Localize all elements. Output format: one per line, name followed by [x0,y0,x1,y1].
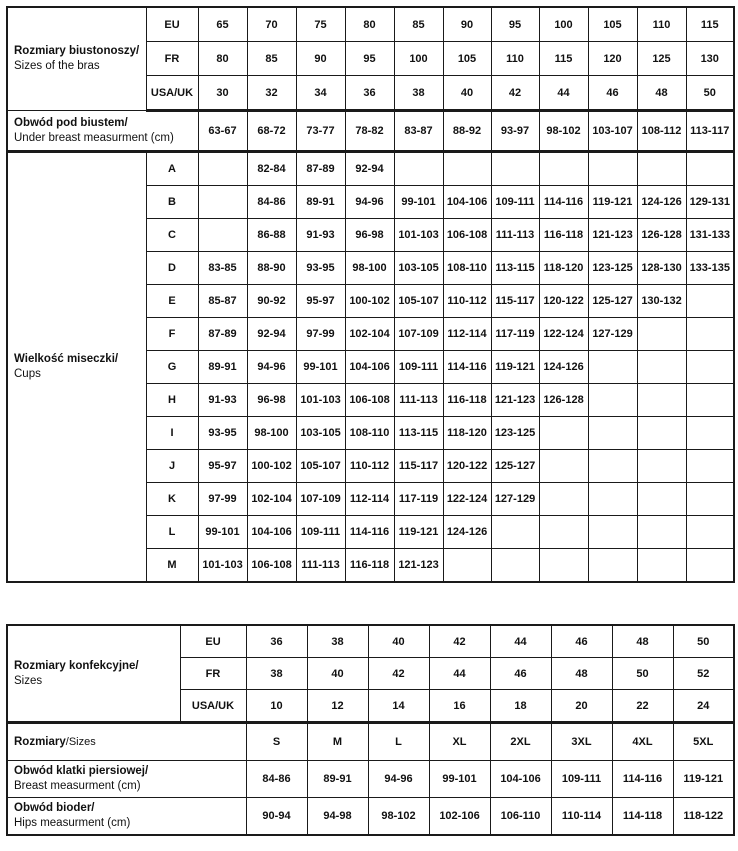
clothes-sizes-label [7,625,180,723]
clothes-sizes-label-pl: Rozmiary konfekcyjne/ [14,659,139,672]
cup-measure-cell: 99-101 [198,516,247,549]
breast-measure-cell: 84-86 [246,761,307,798]
breast-measure-cell: 109-111 [551,761,612,798]
cup-measure-cell: 106-108 [345,384,394,417]
bra-size-cell: 110 [637,7,686,42]
cup-measure-cell [588,450,637,483]
cup-measure-cell: 123-125 [491,417,539,450]
cup-measure-cell: 131-133 [686,219,734,252]
cup-measure-cell: 83-85 [198,252,247,285]
cup-measure-cell: 130-132 [637,285,686,318]
under-breast-cell: 83-87 [394,111,443,152]
cup-measure-cell [686,417,734,450]
cup-measure-cell: 112-114 [443,318,491,351]
cup-measure-cell: 116-118 [443,384,491,417]
cup-measure-cell: 108-110 [443,252,491,285]
letter-size-cell: 2XL [490,723,551,761]
cup-measure-cell: 93-95 [198,417,247,450]
size-system-code: EU [180,625,246,658]
cup-measure-cell: 119-121 [394,516,443,549]
bra-size-cell: 42 [491,76,539,111]
bra-size-cell: 70 [247,7,296,42]
cup-measure-cell: 120-122 [539,285,588,318]
cup-measure-cell: 95-97 [198,450,247,483]
cup-measure-cell [539,152,588,186]
cup-measure-cell: 110-112 [443,285,491,318]
hips-measure-cell: 102-106 [429,798,490,836]
cup-measure-cell: 102-104 [345,318,394,351]
size-system-code: FR [146,42,198,76]
cup-measure-cell [539,483,588,516]
hips-measure-cell: 98-102 [368,798,429,836]
cup-measure-cell: 101-103 [394,219,443,252]
cup-measure-cell: 116-118 [345,549,394,583]
letter-sizes-label [7,723,246,761]
clothes-size-cell: 38 [246,658,307,690]
under-breast-cell: 113-117 [686,111,734,152]
cup-measure-cell [637,417,686,450]
bra-size-cell: 46 [588,76,637,111]
bra-size-cell: 80 [198,42,247,76]
clothes-size-cell: 24 [673,690,734,723]
cup-measure-cell: 111-113 [296,549,345,583]
cup-measure-cell: 126-128 [539,384,588,417]
cup-measure-cell: 97-99 [198,483,247,516]
hips-measure-label [7,798,246,836]
cup-measure-cell: 112-114 [345,483,394,516]
bra-size-cell: 105 [443,42,491,76]
cup-measure-cell: 104-106 [345,351,394,384]
cup-measure-cell [588,483,637,516]
clothes-size-cell: 18 [490,690,551,723]
clothes-size-cell: 52 [673,658,734,690]
cup-letter: J [146,450,198,483]
clothes-system-row [7,625,734,658]
cup-measure-cell: 121-123 [588,219,637,252]
cup-measure-cell [588,549,637,583]
letter-size-cell: 5XL [673,723,734,761]
cup-measure-cell: 88-90 [247,252,296,285]
cup-measure-cell: 87-89 [296,152,345,186]
bra-system-row [7,7,734,42]
cup-measure-cell [686,450,734,483]
bra-size-cell: 50 [686,76,734,111]
bra-size-cell: 125 [637,42,686,76]
bra-size-cell: 100 [394,42,443,76]
bra-size-cell: 105 [588,7,637,42]
cup-measure-cell: 121-123 [394,549,443,583]
cup-measure-cell: 119-121 [491,351,539,384]
clothes-size-cell: 42 [429,625,490,658]
cup-measure-cell [491,152,539,186]
size-system-code: USA/UK [146,76,198,111]
bra-size-cell: 85 [394,7,443,42]
cup-measure-cell: 118-120 [539,252,588,285]
cup-measure-cell: 125-127 [588,285,637,318]
cup-measure-cell [588,384,637,417]
size-system-code: EU [146,7,198,42]
cup-measure-cell [686,318,734,351]
bra-size-cell: 95 [491,7,539,42]
under-breast-cell: 73-77 [296,111,345,152]
cup-measure-cell: 119-121 [588,186,637,219]
clothes-size-cell: 40 [307,658,368,690]
cup-measure-cell: 82-84 [247,152,296,186]
bra-size-cell: 48 [637,76,686,111]
cup-measure-cell [588,516,637,549]
cup-letter: C [146,219,198,252]
cup-measure-cell [198,219,247,252]
cup-measure-cell: 98-100 [247,417,296,450]
hips-measure-label-en: Hips measurment (cm) [14,817,131,829]
cup-measure-cell [686,351,734,384]
cup-measure-cell: 91-93 [198,384,247,417]
under-breast-cell: 68-72 [247,111,296,152]
cup-measure-cell: 101-103 [296,384,345,417]
bra-size-cell: 65 [198,7,247,42]
cup-measure-cell [443,152,491,186]
bra-size-cell: 95 [345,42,394,76]
clothes-sizes-label-en: Sizes [14,674,43,687]
bra-size-cell: 110 [491,42,539,76]
cup-measure-cell: 111-113 [491,219,539,252]
cups-label-pl: Wielkość miseczki/ [14,353,119,365]
cups-label-en: Cups [14,368,41,380]
breast-measure-cell: 94-96 [368,761,429,798]
clothes-size-cell: 44 [490,625,551,658]
clothes-size-cell: 10 [246,690,307,723]
cup-measure-cell: 103-105 [296,417,345,450]
cup-measure-cell: 118-120 [443,417,491,450]
clothes-size-cell: 14 [368,690,429,723]
cup-measure-cell [637,549,686,583]
cup-letter: L [146,516,198,549]
under-breast-label [7,111,198,152]
size-system-code: USA/UK [180,690,246,723]
cup-measure-cell [588,417,637,450]
letter-sizes-label-en: /Sizes [65,735,96,748]
cup-measure-cell: 98-100 [345,252,394,285]
cup-measure-cell [637,450,686,483]
clothes-size-cell: 12 [307,690,368,723]
cup-measure-cell: 114-116 [443,351,491,384]
breast-measure-label [7,761,246,798]
cup-measure-cell [539,516,588,549]
cup-measure-cell: 127-129 [491,483,539,516]
breast-measure-cell: 104-106 [490,761,551,798]
cup-measure-cell: 111-113 [394,384,443,417]
hips-measure-cell: 110-114 [551,798,612,836]
letter-sizes-label-pl: Rozmiary [14,735,66,748]
cup-measure-cell: 109-111 [296,516,345,549]
cup-row [7,152,734,186]
letter-size-cell: XL [429,723,490,761]
cup-measure-cell [539,417,588,450]
cup-measure-cell: 129-131 [686,186,734,219]
cup-measure-cell: 115-117 [491,285,539,318]
bra-size-cell: 90 [296,42,345,76]
cup-measure-cell: 89-91 [296,186,345,219]
bra-size-cell: 75 [296,7,345,42]
under-breast-cell: 98-102 [539,111,588,152]
letter-size-cell: M [307,723,368,761]
bra-size-cell: 32 [247,76,296,111]
bra-size-cell: 36 [345,76,394,111]
cup-measure-cell: 109-111 [394,351,443,384]
cup-measure-cell [637,318,686,351]
under-breast-label-pl: Obwód pod biustem/ [14,117,128,129]
cup-measure-cell [491,516,539,549]
letter-size-cell: S [246,723,307,761]
cup-measure-cell [198,152,247,186]
cup-measure-cell [443,549,491,583]
cup-measure-cell [686,483,734,516]
clothes-size-cell: 46 [490,658,551,690]
cup-measure-cell: 114-116 [539,186,588,219]
cup-measure-cell: 87-89 [198,318,247,351]
cup-measure-cell: 100-102 [345,285,394,318]
under-breast-cell: 78-82 [345,111,394,152]
under-breast-cell: 108-112 [637,111,686,152]
cup-measure-cell: 117-119 [394,483,443,516]
cup-measure-cell [539,549,588,583]
cup-measure-cell [491,549,539,583]
letter-size-cell: L [368,723,429,761]
cup-measure-cell: 122-124 [539,318,588,351]
clothes-size-cell: 44 [429,658,490,690]
cup-letter: F [146,318,198,351]
clothes-size-cell: 40 [368,625,429,658]
cup-measure-cell: 102-104 [247,483,296,516]
cup-measure-cell: 106-108 [443,219,491,252]
cup-measure-cell: 94-96 [345,186,394,219]
cup-measure-cell: 125-127 [491,450,539,483]
bra-size-cell: 100 [539,7,588,42]
cup-measure-cell: 106-108 [247,549,296,583]
cup-measure-cell: 84-86 [247,186,296,219]
cup-measure-cell: 109-111 [491,186,539,219]
breast-measure-cell: 89-91 [307,761,368,798]
bra-size-cell: 30 [198,76,247,111]
bra-size-cell: 130 [686,42,734,76]
cup-measure-cell: 96-98 [345,219,394,252]
cup-letter: K [146,483,198,516]
bra-size-cell: 90 [443,7,491,42]
cup-measure-cell [637,351,686,384]
cup-measure-cell: 94-96 [247,351,296,384]
cup-measure-cell: 110-112 [345,450,394,483]
cup-letter: E [146,285,198,318]
cup-measure-cell: 108-110 [345,417,394,450]
cup-measure-cell: 127-129 [588,318,637,351]
hips-measure-cell: 118-122 [673,798,734,836]
bra-size-table [6,6,735,583]
breast-measure-cell: 99-101 [429,761,490,798]
clothes-size-cell: 46 [551,625,612,658]
cup-measure-cell: 133-135 [686,252,734,285]
cup-measure-cell [637,483,686,516]
cup-measure-cell: 92-94 [345,152,394,186]
bra-sizes-label-pl: Rozmiary biustonoszy/ [14,45,140,57]
cup-measure-cell: 103-105 [394,252,443,285]
cup-measure-cell [686,384,734,417]
hips-measure-cell: 94-98 [307,798,368,836]
cup-measure-cell: 101-103 [198,549,247,583]
cup-measure-cell: 95-97 [296,285,345,318]
clothes-size-cell: 48 [551,658,612,690]
cup-measure-cell [637,384,686,417]
cup-measure-cell: 91-93 [296,219,345,252]
cup-measure-cell: 107-109 [394,318,443,351]
under-breast-cell: 93-97 [491,111,539,152]
cup-measure-cell: 128-130 [637,252,686,285]
bra-size-cell: 80 [345,7,394,42]
cup-measure-cell: 85-87 [198,285,247,318]
cup-measure-cell: 124-126 [539,351,588,384]
cup-measure-cell: 105-107 [394,285,443,318]
cup-measure-cell [686,152,734,186]
cup-measure-cell: 99-101 [296,351,345,384]
cup-measure-cell: 107-109 [296,483,345,516]
bra-sizes-label [7,7,146,111]
cup-measure-cell: 117-119 [491,318,539,351]
cup-measure-cell: 122-124 [443,483,491,516]
hips-measure-label-pl: Obwód bioder/ [14,802,95,814]
bra-size-cell: 38 [394,76,443,111]
clothes-size-cell: 50 [612,658,673,690]
bra-sizes-label-en: Sizes of the bras [14,60,100,72]
cup-measure-cell [198,186,247,219]
clothes-size-cell: 20 [551,690,612,723]
under-breast-cell: 103-107 [588,111,637,152]
cup-measure-cell: 113-115 [491,252,539,285]
cup-letter: G [146,351,198,384]
cup-measure-cell [539,450,588,483]
under-breast-cell: 88-92 [443,111,491,152]
cup-measure-cell: 124-126 [637,186,686,219]
cup-measure-cell: 124-126 [443,516,491,549]
breast-measure-cell: 114-116 [612,761,673,798]
cup-measure-cell [588,152,637,186]
cup-measure-cell [394,152,443,186]
breast-measure-cell: 119-121 [673,761,734,798]
breast-measure-row [7,761,734,798]
breast-measure-label-pl: Obwód klatki piersiowej/ [14,765,149,777]
cup-measure-cell [637,516,686,549]
bra-size-cell: 115 [686,7,734,42]
cup-measure-cell: 121-123 [491,384,539,417]
cup-measure-cell: 96-98 [247,384,296,417]
cup-measure-cell: 89-91 [198,351,247,384]
clothing-size-table [6,624,735,836]
bra-size-cell: 44 [539,76,588,111]
cup-measure-cell: 116-118 [539,219,588,252]
hips-measure-cell: 106-110 [490,798,551,836]
cup-measure-cell: 97-99 [296,318,345,351]
bra-size-cell: 115 [539,42,588,76]
clothes-size-cell: 22 [612,690,673,723]
clothes-size-cell: 36 [246,625,307,658]
cup-measure-cell: 100-102 [247,450,296,483]
breast-measure-label-en: Breast measurment (cm) [14,780,141,792]
cup-measure-cell [686,285,734,318]
cup-measure-cell: 104-106 [443,186,491,219]
hips-measure-row [7,798,734,836]
clothes-size-cell: 16 [429,690,490,723]
hips-measure-cell: 114-118 [612,798,673,836]
clothes-size-cell: 42 [368,658,429,690]
cup-letter: M [146,549,198,583]
letter-size-cell: 4XL [612,723,673,761]
bra-size-cell: 85 [247,42,296,76]
cup-letter: A [146,152,198,186]
cup-measure-cell: 104-106 [247,516,296,549]
cup-measure-cell: 114-116 [345,516,394,549]
letter-sizes-row [7,723,734,761]
hips-measure-cell: 90-94 [246,798,307,836]
under-breast-cell: 63-67 [198,111,247,152]
under-breast-row [7,111,734,152]
bra-size-cell: 120 [588,42,637,76]
cup-measure-cell: 99-101 [394,186,443,219]
cup-measure-cell [686,549,734,583]
cup-measure-cell [637,152,686,186]
cup-measure-cell: 126-128 [637,219,686,252]
cup-letter: B [146,186,198,219]
cup-measure-cell: 105-107 [296,450,345,483]
under-breast-label-en: Under breast measurment (cm) [14,132,174,144]
cup-measure-cell: 93-95 [296,252,345,285]
letter-size-cell: 3XL [551,723,612,761]
cup-letter: H [146,384,198,417]
cup-letter: D [146,252,198,285]
cup-measure-cell: 123-125 [588,252,637,285]
bra-size-cell: 34 [296,76,345,111]
clothes-size-cell: 48 [612,625,673,658]
cups-label [7,152,146,583]
cup-measure-cell [686,516,734,549]
bra-size-cell: 40 [443,76,491,111]
cup-measure-cell: 120-122 [443,450,491,483]
clothes-size-cell: 38 [307,625,368,658]
clothes-size-cell: 50 [673,625,734,658]
cup-measure-cell: 92-94 [247,318,296,351]
cup-measure-cell: 86-88 [247,219,296,252]
cup-measure-cell: 113-115 [394,417,443,450]
cup-letter: I [146,417,198,450]
cup-measure-cell: 90-92 [247,285,296,318]
cup-measure-cell: 115-117 [394,450,443,483]
size-system-code: FR [180,658,246,690]
cup-measure-cell [588,351,637,384]
